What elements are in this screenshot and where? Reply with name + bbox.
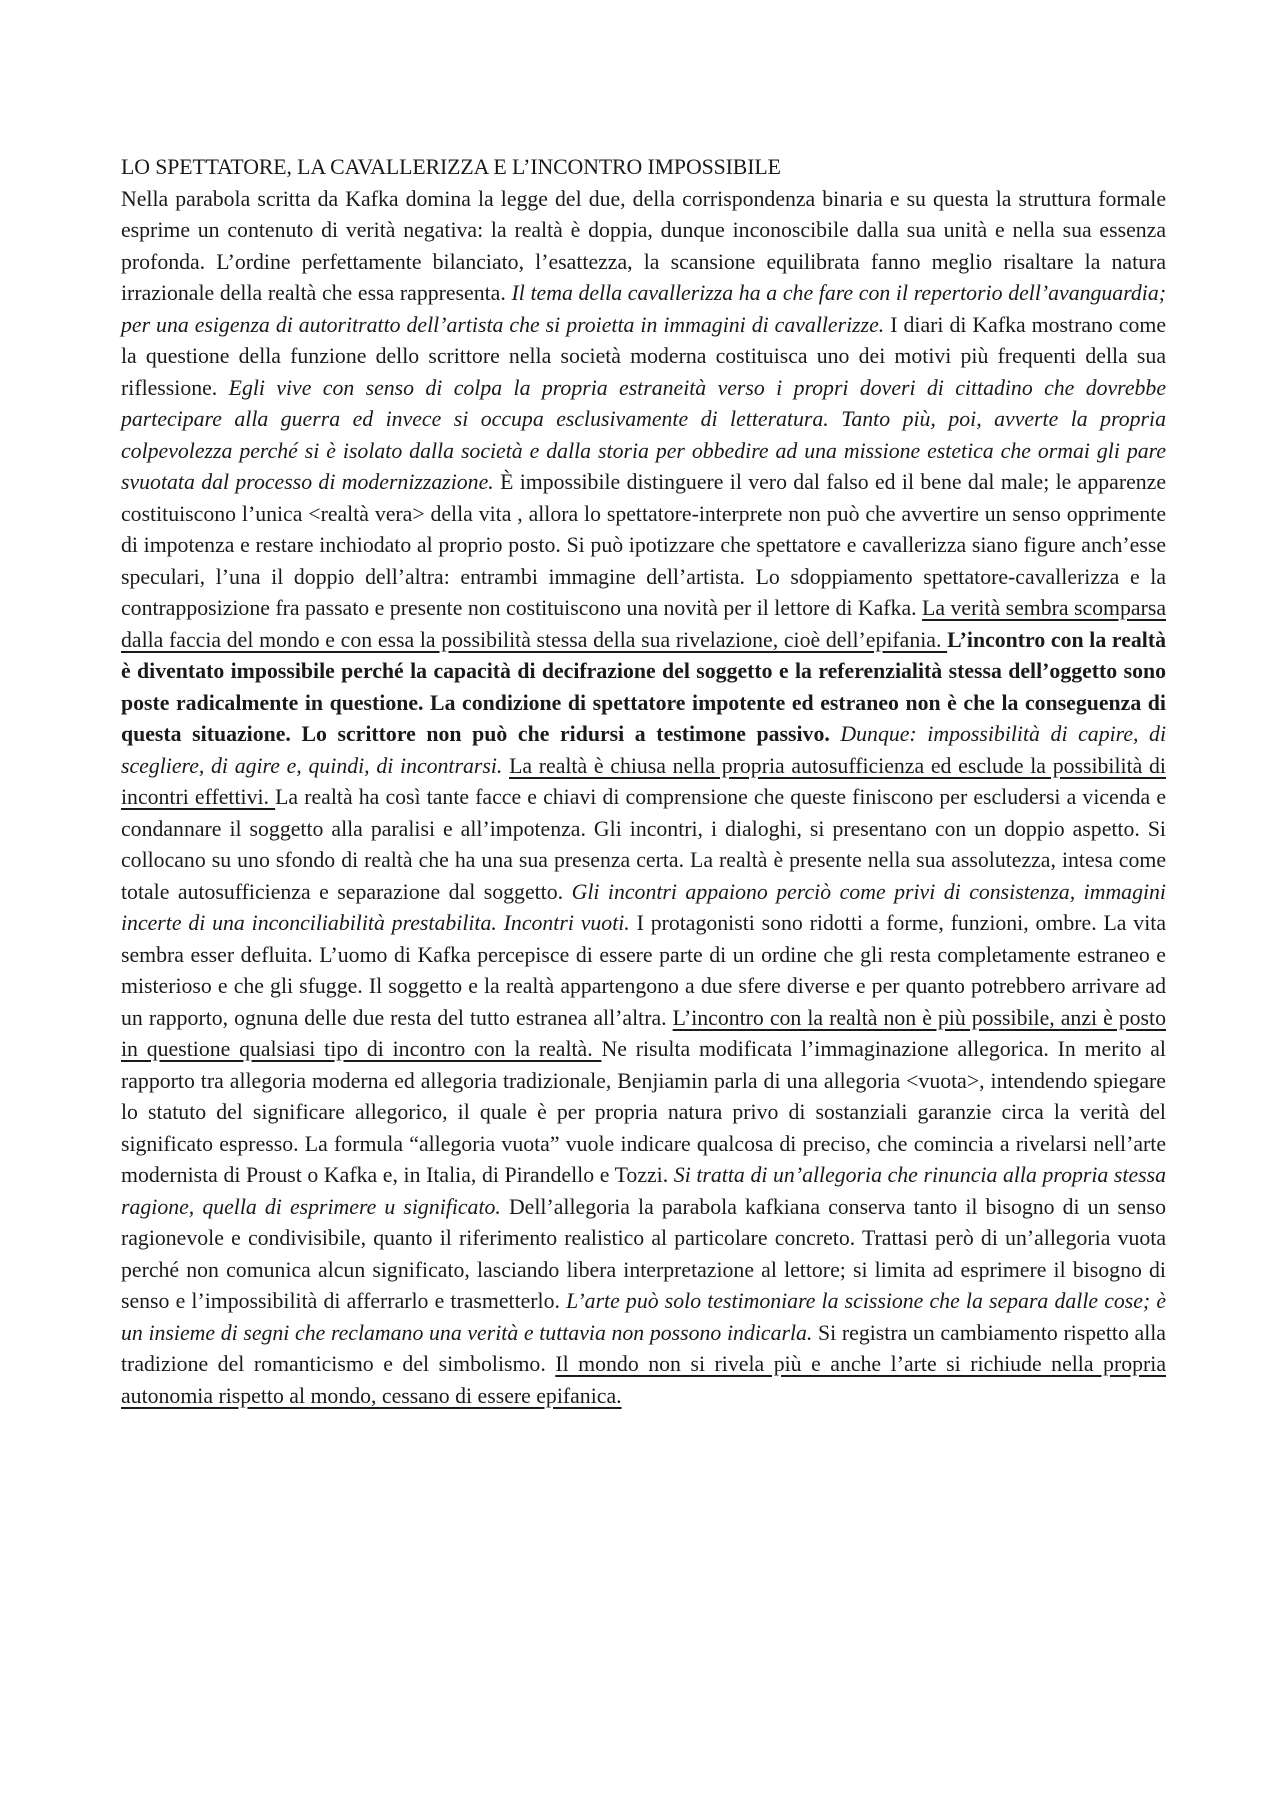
underlined-segment: La realtà è chiusa nella propria autosufficienza ed esclude la possibilità di incontri effettivi. [121, 753, 1166, 809]
text-segment: La realtà ha così tante facce e chiavi di comprensione che queste finiscono per escludersi a vicenda e condannare il soggetto alla paralisi e all’impotenza. Gli incontri, i dialoghi, si presentano con un doppio aspetto. Si collocano su uno sfondo di realtà che ha una sua presenza certa. La realtà è presente nella sua assolutezza, intesa come totale autosufficienza e separazione dal soggetto. [121, 785, 1166, 904]
underlined-segment: L’incontro con la realtà non è più possibile, anzi è posto in questione qualsiasi tipo di incontro con la realtà. [121, 1005, 1166, 1061]
document-body [121, 184, 1166, 1413]
italic-segment: Il tema della cavallerizza ha a che fare con il repertorio dell’avanguardia; per una esigenza di autoritratto dell’artista che si proietta in immagini di cavallerizze. [121, 281, 1166, 337]
italic-segment: Gli incontri appaiono perciò come privi di consistenza, immagini incerte di una inconciliabilità prestabilita. Incontri vuoti. [121, 879, 1166, 935]
text-segment: Dell’allegoria la parabola kafkiana conserva tanto il bisogno di un senso ragionevole e condivisibile, quanto il riferimento realistico al particolare concreto. Trattasi però di un’allegoria vuota perché non comunica alcun significato, lasciando libera interpretazione al lettore; si limita ad esprimere il bisogno di senso e l’impossibilità di afferrarlo e trasmetterlo. [121, 1194, 1166, 1313]
text-segment [830, 722, 841, 746]
text-segment: I diari di Kafka mostrano come la questione della funzione dello scrittore nella società moderna costituisca uno dei motivi più frequenti della sua riflessione. [121, 312, 1166, 400]
text-segment: Si registra un cambiamento rispetto alla tradizione del romanticismo e del simbolismo. [121, 1320, 1166, 1376]
text-segment: Nella parabola scritta da Kafka domina la legge del due, della corrispondenza binaria e su questa la struttura formale esprime un contenuto di verità negativa: la realtà è doppia, dunque inconoscibile dalla sua unità e nella sua essenza profonda. L’ordine perfettamente bilanciato, l’esattezza, la scansione equilibrata fanno meglio risaltare la natura irrazionale della realtà che essa rappresenta. [121, 186, 1166, 305]
italic-segment: Si tratta di un’allegoria che rinuncia alla propria stessa ragione, quella di esprimere u significato. [121, 1163, 1166, 1219]
italic-segment: L’arte può solo testimoniare la scissione che la separa dalle cose; è un insieme di segni che reclamano una verità e tuttavia non possono indicarla. [121, 1289, 1167, 1345]
text-segment: Ne risulta modificata l’immaginazione allegorica. In merito al rapporto tra allegoria moderna ed allegoria tradizionale, Benjiamin parla di una allegoria <vuota>, intendendo spiegare lo statuto del significare allegorico, il quale è per propria natura privo di sostanziali garanzie circa la verità del significato espresso. La formula “allegoria vuota” vuole indicare qualcosa di preciso, che comincia a rivelarsi nell’arte modernista di Proust o Kafka e, in Italia, di Pirandello e Tozzi. [121, 1037, 1166, 1187]
italic-segment: Egli vive con senso di colpa la propria estraneità verso i propri doveri di cittadino che dovrebbe partecipare alla guerra ed invece si occupa esclusivamente di letteratura. Tanto più, poi, avverte la propria colpevolezza perché si è isolato dalla società e dalla storia per obbedire ad una missione estetica che ormai gli pare svuotata dal processo di modernizzazione. [121, 375, 1166, 494]
italic-segment: Dunque: impossibilità di capire, di scegliere, di agire e, quindi, di incontrarsi. [121, 722, 1167, 778]
text-segment: I protagonisti sono ridotti a forme, funzioni, ombre. La vita sembra esser defluita. L’uomo di Kafka percepisce di essere parte di un ordine che gli resta completamente estraneo e misterioso e che gli sfugge. Il soggetto e la realtà appartengono a due sfere diverse e per quanto potrebbero arrivare ad un rapporto, ognuna delle due resta del tutto estranea all’altra. [121, 911, 1166, 1030]
underlined-segment: La verità sembra scomparsa dalla faccia del mondo e con essa la possibilità stessa della sua rivelazione, cioè dell’epifania. [121, 596, 1166, 652]
bold-segment: L’incontro con la realtà è diventato impossibile perché la capacità di decifrazione del soggetto e la referenzialità stessa dell’oggetto sono poste radicalmente in questione. La condizione di spettatore impotente ed estraneo non è che la conseguenza di questa situazione. Lo scrittore non può che ridursi a testimone passivo. [121, 627, 1166, 746]
underlined-segment: Il mondo non si rivela più e anche l’arte si richiude nella propria autonomia rispetto al mondo, cessano di essere epifanica. [121, 1352, 1167, 1408]
document-title: LO SPETTATORE, LA CAVALLERIZZA E L’INCONTRO IMPOSSIBILE [121, 155, 781, 179]
document-page [121, 152, 1166, 1412]
text-segment: È impossibile distinguere il vero dal falso ed il bene dal male; le apparenze costituiscono l’unica <realtà vera> della vita , allora lo spettatore-interprete non può che avvertire un senso opprimente di impotenza e restare inchiodato al proprio posto. Si può ipotizzare che spettatore e cavallerizza siano figure anch’esse speculari, l’una il doppio dell’altra: entrambi immagine dell’artista. Lo sdoppiamento spettatore-cavallerizza e la contrapposizione fra passato e presente non costituiscono una novità per il lettore di Kafka. [121, 470, 1166, 620]
